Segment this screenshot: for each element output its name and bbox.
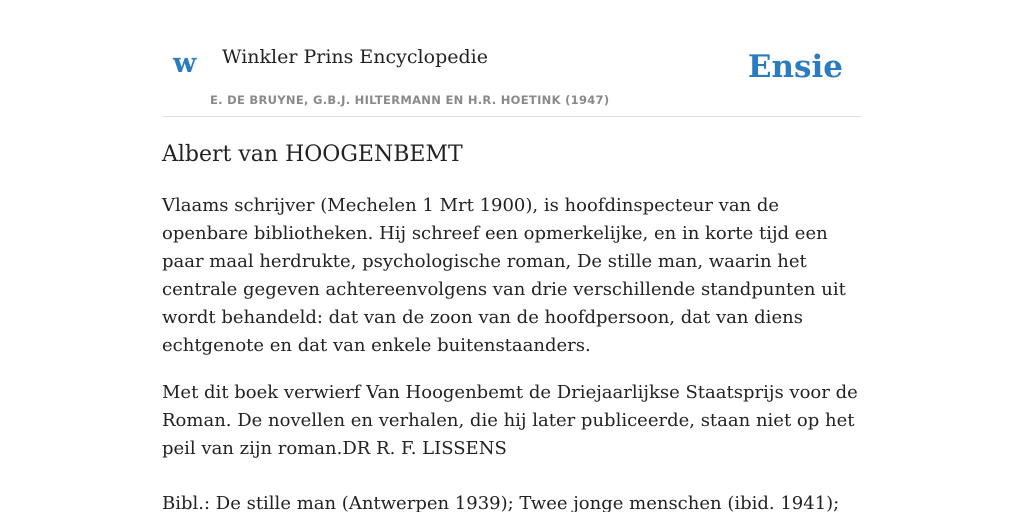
- source-title[interactable]: Winkler Prins Encyclopedie: [222, 46, 488, 68]
- entry-paragraph-1: Vlaams schrijver (Mechelen 1 Mrt 1900), is hoofdinspecteur van de openbare bibliotheken. Hij schreef een opmerkelijke, en in korte tijd een paar maal herdrukte, psychologische roman, De stille man, waarin het centrale gegeven achtereenvolgens van drie verschillende standpunten uit wordt behandeld: dat van de zoon van de hoofdpersoon, dat van diens echtgenote en dat van enkele buitenstaanders.: [162, 195, 846, 356]
- entry-bibliography: Bibl.: De stille man (Antwerpen 1939); Twee jonge menschen (ibid. 1941);: [162, 493, 840, 512]
- source-authors: E. DE BRUYNE, G.B.J. HILTERMANN EN H.R. HOETINK (1947): [210, 93, 610, 107]
- source-header: [162, 0, 862, 117]
- entry-title: Albert van HOOGENBEMT: [162, 142, 463, 167]
- winkler-prins-logo[interactable]: w: [173, 48, 197, 79]
- entry-content: [162, 138, 868, 512]
- entry-paragraph-2: Met dit boek verwierf Van Hoogenbemt de Driejaarlijkse Staatsprijs voor de Roman. De novellen en verhalen, die hij later publiceerde, staan niet op het peil van zijn roman.DR R. F. LISSENS: [162, 382, 858, 459]
- ensie-logo[interactable]: Ensie: [747, 49, 843, 85]
